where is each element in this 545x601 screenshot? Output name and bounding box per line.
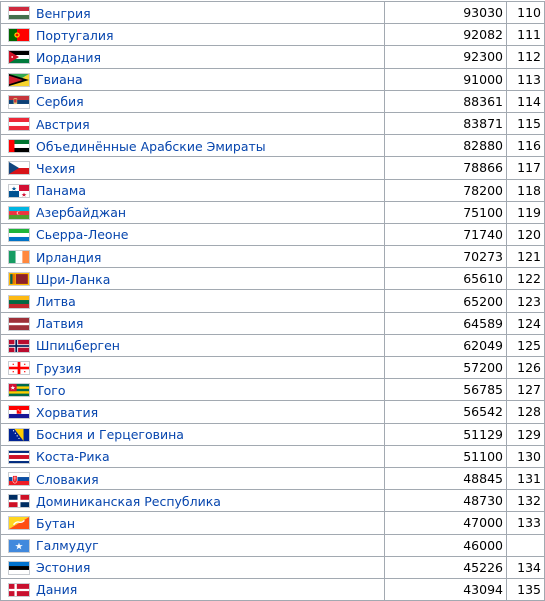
area-cell: 47000 bbox=[385, 512, 507, 534]
rank-cell: 135 bbox=[507, 578, 545, 600]
hungary-flag-icon[interactable] bbox=[8, 6, 30, 20]
panama-flag-icon[interactable] bbox=[8, 184, 30, 198]
table-row bbox=[1, 578, 545, 600]
country-link[interactable]: Босния и Герцеговина bbox=[36, 427, 184, 443]
rank-cell: 118 bbox=[507, 179, 545, 201]
area-cell: 83871 bbox=[385, 112, 507, 134]
country-cell bbox=[1, 467, 385, 489]
table-row bbox=[1, 179, 545, 201]
togo-flag-icon[interactable] bbox=[8, 383, 30, 397]
svalbard-flag-icon[interactable] bbox=[8, 339, 30, 353]
austria-flag-icon[interactable] bbox=[8, 117, 30, 131]
table-row bbox=[1, 246, 545, 268]
country-cell bbox=[1, 512, 385, 534]
countries-by-area-table bbox=[0, 1, 545, 601]
country-cell bbox=[1, 357, 385, 379]
country-cell bbox=[1, 268, 385, 290]
rank-cell: 128 bbox=[507, 401, 545, 423]
table-row bbox=[1, 445, 545, 467]
country-link[interactable]: Хорватия bbox=[36, 404, 99, 420]
country-link[interactable]: Гвиана bbox=[36, 72, 83, 88]
table-row bbox=[1, 2, 545, 24]
area-cell: 64589 bbox=[385, 312, 507, 334]
bosnia-flag-icon[interactable] bbox=[8, 428, 30, 442]
country-cell bbox=[1, 112, 385, 134]
country-link[interactable]: Венгрия bbox=[36, 5, 91, 21]
country-link[interactable]: Латвия bbox=[36, 316, 84, 332]
azerbaijan-flag-icon[interactable] bbox=[8, 206, 30, 220]
country-link[interactable]: Объединённые Арабские Эмираты bbox=[36, 138, 266, 154]
rank-cell: 134 bbox=[507, 556, 545, 578]
country-link[interactable]: Ирландия bbox=[36, 249, 102, 265]
croatia-flag-icon[interactable] bbox=[8, 405, 30, 419]
country-cell bbox=[1, 334, 385, 356]
country-link[interactable]: Грузия bbox=[36, 360, 82, 376]
table-row bbox=[1, 268, 545, 290]
country-link[interactable]: Коста-Рика bbox=[36, 449, 110, 465]
table-row bbox=[1, 90, 545, 112]
rank-cell: 132 bbox=[507, 490, 545, 512]
area-cell: 56542 bbox=[385, 401, 507, 423]
area-cell: 62049 bbox=[385, 334, 507, 356]
slovakia-flag-icon[interactable] bbox=[8, 472, 30, 486]
sri-lanka-flag-icon[interactable] bbox=[8, 272, 30, 286]
rank-cell: 129 bbox=[507, 423, 545, 445]
rank-cell: 130 bbox=[507, 445, 545, 467]
area-cell: 88361 bbox=[385, 90, 507, 112]
ireland-flag-icon[interactable] bbox=[8, 250, 30, 264]
area-cell: 65200 bbox=[385, 290, 507, 312]
area-cell: 82880 bbox=[385, 135, 507, 157]
country-link[interactable]: Иордания bbox=[36, 49, 102, 65]
area-cell: 78866 bbox=[385, 157, 507, 179]
country-cell bbox=[1, 201, 385, 223]
country-cell bbox=[1, 534, 385, 556]
area-cell: 45226 bbox=[385, 556, 507, 578]
country-cell bbox=[1, 223, 385, 245]
table-row bbox=[1, 157, 545, 179]
country-link[interactable]: Чехия bbox=[36, 160, 76, 176]
country-link[interactable]: Шри-Ланка bbox=[36, 271, 111, 287]
rank-cell: 133 bbox=[507, 512, 545, 534]
table-row bbox=[1, 46, 545, 68]
area-cell: 92082 bbox=[385, 24, 507, 46]
rank-cell: 117 bbox=[507, 157, 545, 179]
country-link[interactable]: Литва bbox=[36, 294, 76, 310]
table-row bbox=[1, 379, 545, 401]
jordan-flag-icon[interactable] bbox=[8, 50, 30, 64]
country-cell bbox=[1, 135, 385, 157]
rank-cell: 121 bbox=[507, 246, 545, 268]
table-row bbox=[1, 334, 545, 356]
area-cell: 70273 bbox=[385, 246, 507, 268]
country-cell bbox=[1, 401, 385, 423]
rank-cell: 110 bbox=[507, 2, 545, 24]
country-cell bbox=[1, 578, 385, 600]
table-row bbox=[1, 68, 545, 90]
country-cell bbox=[1, 379, 385, 401]
area-cell: 48845 bbox=[385, 467, 507, 489]
area-cell: 91000 bbox=[385, 68, 507, 90]
table-row bbox=[1, 312, 545, 334]
rank-cell: 112 bbox=[507, 46, 545, 68]
area-cell: 71740 bbox=[385, 223, 507, 245]
area-cell: 48730 bbox=[385, 490, 507, 512]
country-cell bbox=[1, 290, 385, 312]
rank-cell: 127 bbox=[507, 379, 545, 401]
table-row bbox=[1, 401, 545, 423]
portugal-flag-icon[interactable] bbox=[8, 28, 30, 42]
table-row bbox=[1, 534, 545, 556]
table-row bbox=[1, 490, 545, 512]
denmark-flag-icon[interactable] bbox=[8, 583, 30, 597]
bhutan-flag-icon[interactable] bbox=[8, 516, 30, 530]
area-cell: 92300 bbox=[385, 46, 507, 68]
rank-cell: 126 bbox=[507, 357, 545, 379]
country-cell bbox=[1, 90, 385, 112]
rank-cell: 111 bbox=[507, 24, 545, 46]
country-link[interactable]: Галмудуг bbox=[36, 538, 99, 554]
country-link[interactable]: Бутан bbox=[36, 515, 76, 531]
costa-rica-flag-icon[interactable] bbox=[8, 450, 30, 464]
table-row bbox=[1, 135, 545, 157]
area-cell: 56785 bbox=[385, 379, 507, 401]
rank-cell: 116 bbox=[507, 135, 545, 157]
country-cell bbox=[1, 46, 385, 68]
table-row bbox=[1, 24, 545, 46]
rank-cell: 119 bbox=[507, 201, 545, 223]
area-cell: 51129 bbox=[385, 423, 507, 445]
area-cell: 51100 bbox=[385, 445, 507, 467]
rank-cell: 120 bbox=[507, 223, 545, 245]
rank-cell bbox=[507, 534, 545, 556]
country-link[interactable]: Шпицберген bbox=[36, 338, 120, 354]
rank-cell: 124 bbox=[507, 312, 545, 334]
area-cell: 78200 bbox=[385, 179, 507, 201]
table-row bbox=[1, 423, 545, 445]
country-link[interactable]: Сербия bbox=[36, 94, 84, 110]
country-link[interactable]: Эстония bbox=[36, 560, 91, 576]
table-body bbox=[1, 2, 545, 601]
country-link[interactable]: Австрия bbox=[36, 116, 90, 132]
georgia-flag-icon[interactable] bbox=[8, 361, 30, 375]
country-cell bbox=[1, 157, 385, 179]
country-cell bbox=[1, 68, 385, 90]
country-link[interactable]: Словакия bbox=[36, 471, 99, 487]
guiana-flag-icon[interactable] bbox=[8, 73, 30, 87]
table-row bbox=[1, 112, 545, 134]
table-row bbox=[1, 357, 545, 379]
area-cell: 93030 bbox=[385, 2, 507, 24]
uae-flag-icon[interactable] bbox=[8, 139, 30, 153]
country-link[interactable]: Доминиканская Республика bbox=[36, 493, 221, 509]
country-cell bbox=[1, 24, 385, 46]
area-cell: 57200 bbox=[385, 357, 507, 379]
rank-cell: 131 bbox=[507, 467, 545, 489]
area-cell: 46000 bbox=[385, 534, 507, 556]
latvia-flag-icon[interactable] bbox=[8, 317, 30, 331]
dominican-republic-flag-icon[interactable] bbox=[8, 494, 30, 508]
serbia-flag-icon[interactable] bbox=[8, 95, 30, 109]
country-cell bbox=[1, 445, 385, 467]
country-link[interactable]: Сьерра-Леоне bbox=[36, 227, 129, 243]
country-link[interactable]: Того bbox=[36, 382, 66, 398]
area-cell: 43094 bbox=[385, 578, 507, 600]
country-cell bbox=[1, 2, 385, 24]
country-link[interactable]: Панама bbox=[36, 183, 86, 199]
area-cell: 75100 bbox=[385, 201, 507, 223]
country-cell bbox=[1, 179, 385, 201]
table-row bbox=[1, 512, 545, 534]
country-cell bbox=[1, 556, 385, 578]
estonia-flag-icon[interactable] bbox=[8, 561, 30, 575]
rank-cell: 123 bbox=[507, 290, 545, 312]
sierra-leone-flag-icon[interactable] bbox=[8, 228, 30, 242]
country-link[interactable]: Дания bbox=[36, 582, 78, 598]
country-cell bbox=[1, 423, 385, 445]
country-cell bbox=[1, 246, 385, 268]
country-link[interactable]: Азербайджан bbox=[36, 205, 127, 221]
lithuania-flag-icon[interactable] bbox=[8, 295, 30, 309]
rank-cell: 114 bbox=[507, 90, 545, 112]
country-cell bbox=[1, 490, 385, 512]
table-row bbox=[1, 201, 545, 223]
rank-cell: 122 bbox=[507, 268, 545, 290]
country-link[interactable]: Португалия bbox=[36, 27, 114, 43]
table-row bbox=[1, 556, 545, 578]
czechia-flag-icon[interactable] bbox=[8, 161, 30, 175]
rank-cell: 113 bbox=[507, 68, 545, 90]
galmudug-flag-icon[interactable] bbox=[8, 539, 30, 553]
table-row bbox=[1, 467, 545, 489]
country-cell bbox=[1, 312, 385, 334]
area-cell: 65610 bbox=[385, 268, 507, 290]
rank-cell: 125 bbox=[507, 334, 545, 356]
table-row bbox=[1, 290, 545, 312]
table-row bbox=[1, 223, 545, 245]
rank-cell: 115 bbox=[507, 112, 545, 134]
